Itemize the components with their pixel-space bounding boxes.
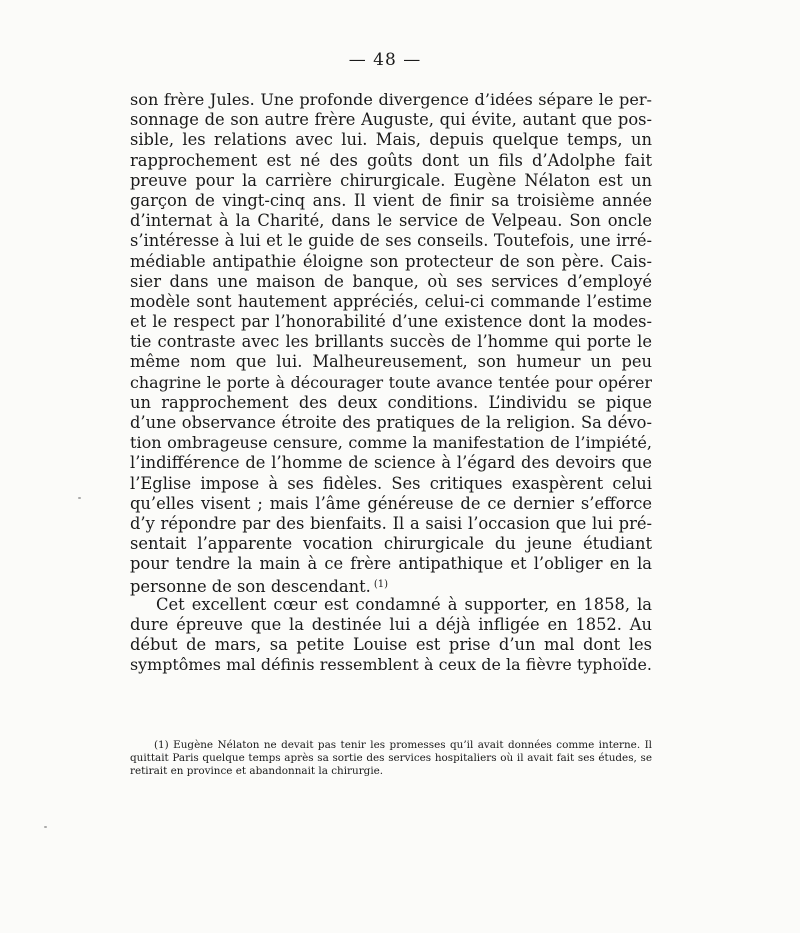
text-line: d’internat à la Charité, dans le service de Velpeau. Son oncle — [130, 211, 652, 231]
footnote-line: retirait en province et abandonnait la chirurgie. — [130, 765, 384, 778]
text-line: symptômes mal définis ressemblent à ceux de la fièvre typhoïde. — [130, 655, 652, 675]
text-line: d’une observance étroite des pratiques de la religion. Sa dévo- — [130, 413, 652, 432]
text-line: garçon de vingt-cinq ans. Il vient de finir sa troisième année — [130, 190, 652, 210]
text-line: et le respect par l’honorabilité d’une existence dont la modes- — [130, 312, 652, 332]
text-line: son frère Jules. Une profonde divergence d’idées sépare le per- — [130, 90, 652, 109]
text-line: modèle sont hautement appréciés, celui-ci commande l’estime — [130, 291, 652, 311]
text-line: Cet excellent cœur est condamné à supporter, en 1858, la — [156, 594, 652, 614]
page-number: — 48 — — [348, 50, 422, 70]
text-line: l’indifférence de l’homme de science à l’égard des devoirs que — [130, 453, 652, 473]
text-line — [130, 575, 652, 595]
text-line: médiable antipathie éloigne son protecteur de son père. Cais- — [130, 251, 652, 271]
text-line: qu’elles visent ; mais l’âme généreuse de ce dernier s’efforce — [130, 493, 652, 513]
text-line: sonnage de son autre frère Auguste, qui évite, autant que pos- — [130, 110, 652, 130]
footnote — [130, 739, 652, 779]
paper-speck — [44, 826, 47, 828]
text-line: d’y répondre par des bienfaits. Il a saisi l’occasion que lui pré- — [130, 513, 652, 533]
footnote-line: quittait Paris quelque temps après sa sortie des services hospitaliers où il avait fait ses études, se — [130, 752, 652, 765]
text-line: rapprochement est né des goûts dont un fils d’Adolphe fait — [130, 150, 652, 170]
text-line: l’Eglise impose à ses fidèles. Ses critiques exaspèrent celui — [130, 473, 652, 493]
text-line: sentait l’apparente vocation chirurgicale du jeune étudiant — [130, 534, 652, 554]
text-line-content: personne de son descendant. — [130, 576, 371, 596]
text-line: dure épreuve que la destinée lui a déjà infligée en 1852. Au — [130, 614, 652, 634]
paper-speck — [78, 497, 81, 499]
text-line: sible, les relations avec lui. Mais, depuis quelque temps, un — [130, 130, 652, 150]
text-line: un rapprochement des deux conditions. L’individu se pique — [130, 392, 652, 412]
footnote-line: (1) Eugène Nélaton ne devait pas tenir les promesses qu’il avait données comme interne. Il — [154, 739, 652, 751]
text-line: tie contraste avec les brillants succès de l’homme qui porte le — [130, 332, 652, 352]
text-line: tion ombrageuse censure, comme la manifestation de l’impiété, — [130, 433, 652, 453]
footnote-reference[interactable]: (1) — [373, 578, 388, 590]
text-line: sier dans une maison de banque, où ses services d’employé — [130, 271, 652, 291]
body-text — [130, 90, 652, 675]
text-line: début de mars, sa petite Louise est prise d’un mal dont les — [130, 635, 652, 655]
text-line: chagrine le porte à décourager toute avance tentée pour opérer — [130, 372, 652, 392]
text-line: s’intéresse à lui et le guide de ses conseils. Toutefois, une irré- — [130, 231, 652, 251]
text-line: pour tendre la main à ce frère antipathique et l’obliger en la — [130, 554, 652, 574]
text-line: preuve pour la carrière chirurgicale. Eugène Nélaton est un — [130, 170, 652, 190]
text-line: même nom que lui. Malheureusement, son humeur un peu — [130, 352, 652, 372]
